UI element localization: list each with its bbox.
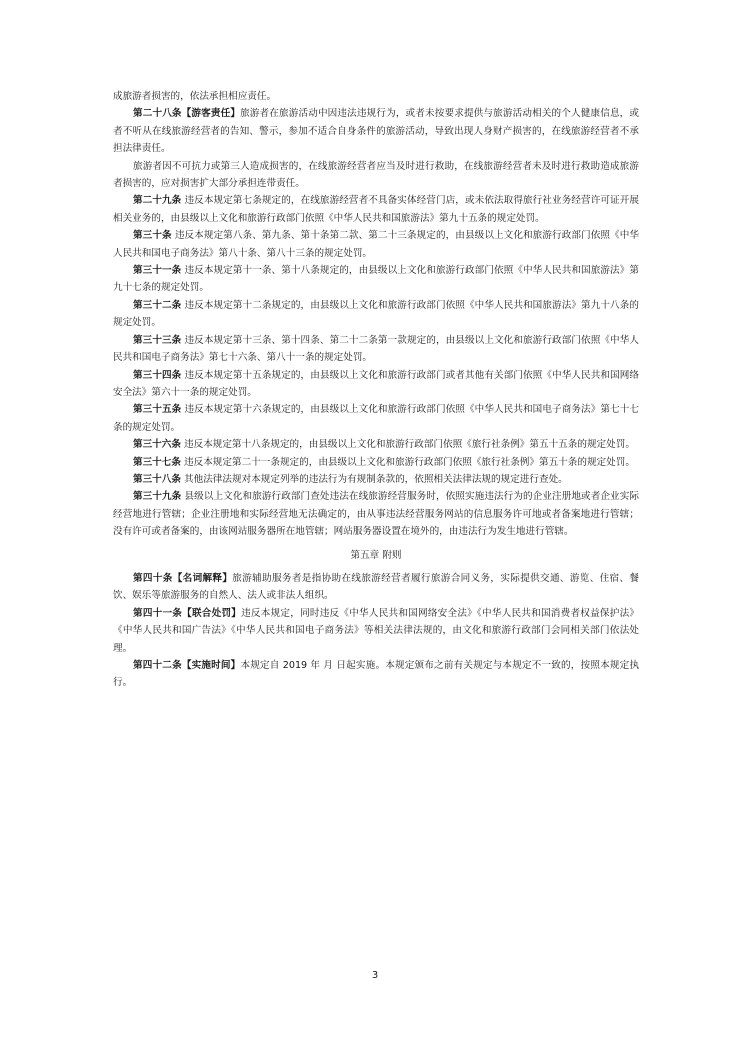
article-paragraph [113,262,639,297]
article-label: 第三十八条 [133,473,181,485]
article-paragraph [113,401,639,436]
article-paragraph [113,158,639,193]
article-text: 旅游者在旅游活动中因违法违规行为，或者未按要求提供与旅游活动相关的个人健康信息，或者不听从在线旅游经营者的告知、警示，参加不适合自身条件的旅游活动，导致出现人身财产损害的，在线旅游经营者不承担法律责任。 [113,108,640,155]
article-text: 违反本规定第十五条规定的，由县级以上文化和旅游行政部门或者其他有关部门依照《中华人民共和国网络安全法》第六十一条的规定处罚。 [113,369,639,398]
article-label: 第三十九条 [133,491,182,503]
article-text: 违反本规定，同时违反《中华人民共和国网络安全法》《中华人民共和国消费者权益保护法》《中华人民共和国广告法》《中华人民共和国电子商务法》等相关法律法规的，由文化和旅游行政部门会同相关部门依法处理。 [113,607,640,654]
article-paragraph [113,367,639,402]
article-label: 第三十四条 [133,369,182,381]
article-label: 第三十五条 [133,404,182,416]
article-paragraph [113,454,639,471]
article-text: 违反本规定第十八条规定的，由县级以上文化和旅游行政部门依照《旅行社条例》第五十五条的规定处罚。 [180,439,635,451]
article-paragraph [113,488,639,540]
article-text: 县级以上文化和旅游行政部门查处违法在线旅游经营服务时，依照实施违法行为的企业注册地或者企业实际经营地进行管辖；企业注册地和实际经营地无法确定的，由从事违法经营服务网站的信息服务许可地或者备案地进行管辖；没有许可或者备案的，由该网站服务器所在地管辖；网站服务器设置在境外的，由违法行为发生地进行管辖。 [113,491,639,538]
article-text: 违反本规定第十六条规定的，由县级以上文化和旅游行政部门依照《中华人民共和国电子商务法》第七十七条的规定处罚。 [113,404,639,433]
article-text: 违反本规定第七条规定的，在线旅游经营者不具备实体经营门店，或未依法取得旅行社业务经营许可证开展相关业务的，由县级以上文化和旅游行政部门依照《中华人民共和国旅游法》第九十五条的规定处罚。 [113,195,639,224]
article-text: 违反本规定第二十一条规定的，由县级以上文化和旅游行政部门依照《旅行社条例》第五十条的规定处罚。 [180,456,635,468]
article-label: 第二十九条 [133,195,182,207]
article-paragraph [113,192,639,227]
article-label: 第四十二条【实施时间】 [133,660,241,671]
article-label: 第三十六条 [133,439,181,451]
article-label: 第三十二条 [133,299,182,311]
article-paragraph [113,227,639,262]
article-text: 违反本规定第八条、第九条、第十条第二款、第二十三条规定的，由县级以上文化和旅游行政部门依照《中华人民共和国电子商务法》第八十条、第八十三条的规定处罚。 [113,230,639,259]
article-text: 其他法律法规对本规定列举的违法行为有规制条款的，依照相关法律法规的规定进行查处。 [180,473,568,485]
article-paragraph [113,332,639,367]
article-paragraph [113,471,639,488]
page-number: 3 [371,970,379,981]
article-paragraph [113,297,639,332]
article-text: 旅游者因不可抗力或第三人造成损害的，在线旅游经营者应当及时进行救助，在线旅游经营者未及时进行救助造成旅游者损害的，应对损害扩大部分承担连带责任。 [113,160,639,190]
article-text: 成旅游者损害的，依法承担相应责任。 [113,91,277,102]
article-label: 第三十三条 [133,334,182,346]
article-text: 本规定自 2019 年 月 日起实施。本规定颁布之前有关规定与本规定不一致的，按照本规定执行。 [113,660,639,689]
article-label: 第四十条【名词解释】 [133,572,233,584]
article-text: 旅游辅助服务者是指协助在线旅游经营者履行旅游合同义务，实际提供交通、游览、住宿、餐饮、娱乐等旅游服务的自然人、法人或非法人组织。 [113,572,639,602]
article-paragraph [113,105,639,157]
article-paragraph [113,570,639,605]
article-paragraph [113,657,639,692]
section-supplementary [113,570,639,692]
article-text: 违反本规定第十二条规定的，由县级以上文化和旅游行政部门依照《中华人民共和国旅游法》第九十八条的规定处罚。 [113,299,639,329]
article-label: 第三十条 [133,230,172,242]
article-label: 第三十一条 [133,265,182,277]
article-paragraph [113,605,639,657]
article-label: 第三十七条 [133,456,181,468]
article-label: 第二十八条【游客责任】 [133,108,241,120]
article-paragraph [113,436,639,453]
document-page [113,88,639,692]
chapter-title: 第五章 附则 [350,549,402,561]
article-text: 违反本规定第十一条、第十八条规定的，由县级以上文化和旅游行政部门依照《中华人民共和国旅游法》第九十七条的规定处罚。 [113,265,639,294]
section-penalties [113,88,639,541]
article-label: 第四十一条【联合处罚】 [133,607,242,619]
article-text: 违反本规定第十三条、第十四条、第二十二条第一款规定的，由县级以上文化和旅游行政部门依照《中华人民共和国电子商务法》第七十六条、第八十一条的规定处罚。 [113,334,639,364]
article-paragraph [113,88,639,105]
